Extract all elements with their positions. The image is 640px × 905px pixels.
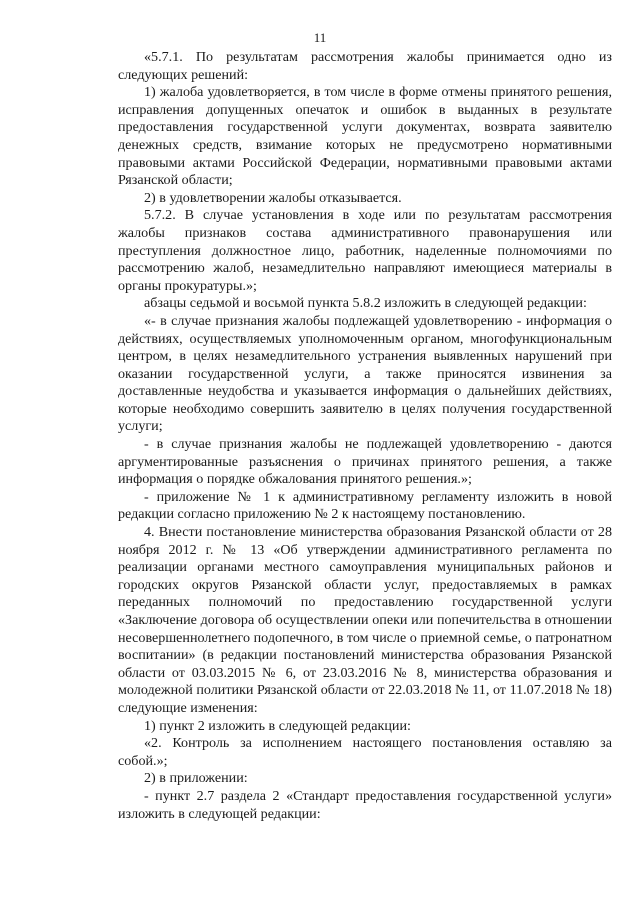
document-body <box>118 49 612 823</box>
paragraph-item-4-1: 1) пункт 2 изложить в следующей редакции: <box>144 717 411 734</box>
paragraph-5-7-1: «5.7.1. По результатам рассмотрения жалобы принимается одно из следующих решений: <box>118 49 612 83</box>
page-number: 11 <box>313 30 327 45</box>
paragraph-item-4: 4. Внести постановление министерства образования Рязанской области от 28 ноября 2012 г. № 13 «Об утверждении административного регламента по реализации органами местного самоуправления муниципальных районов и городских округов Рязанской области услуг, предоставляемых в рамках переданных полномочий по предоставлению государственной услуги «Заключение договора об осуществлении опеки или попечительства в отношении несовершеннолетнего подопечного, в том числе о приемной семье, о патронатном воспитании» (в редакции постановлений министерства образования Рязанской области от 03.03.2015 № 6, от 23.03.2016 № 8, министерства образования и молодежной политики Рязанской области от 22.03.2018 № 11, от 11.07.2018 № 18) следующие изменения: <box>118 524 612 716</box>
paragraph-amend-5-8-2: абзацы седьмой и восьмой пункта 5.8.2 изложить в следующей редакции: <box>144 295 587 312</box>
paragraph-5-7-2: 5.7.2. В случае установления в ходе или по результатам рассмотрения жалобы признаков состава административного правонарушения или преступления должностное лицо, работник, наделенные полномочиями по рассмотрению жалоб, незамедлительно направляют имеющиеся материалы в органы прокуратуры.»; <box>118 207 612 294</box>
paragraph-item-2-7: - пункт 2.7 раздела 2 «Стандарт предоставления государственной услуги» изложить в следующей редакции: <box>118 787 612 822</box>
paragraph-complaint-satisfied: «- в случае признания жалобы подлежащей удовлетворению - информация о действиях, осуществляемых уполномоченным органом, многофункциональным центром, в целях незамедлительного устранения выявленных нарушений при оказании государственной услуги, а также приносятся извинения за доставленные неудобства и указывается информация о дальнейших действиях, которые необходимо совершить заявителю в целях получения государственной услуги; <box>118 312 612 435</box>
paragraph-item-4-2: 2) в приложении: <box>144 770 248 787</box>
paragraph-control-clause: «2. Контроль за исполнением настоящего постановления оставляю за собой.»; <box>118 735 612 769</box>
paragraph-decision-2: 2) в удовлетворении жалобы отказывается. <box>144 189 402 206</box>
paragraph-decision-1: 1) жалоба удовлетворяется, в том числе в форме отмены принятого решения, исправления допущенных опечаток и ошибок в выданных в результате предоставления государственной услуги документах, возврата заявителю денежных средств, взимание которых не предусмотрено нормативными правовыми актами Российской Федерации, нормативными правовыми актами Рязанской области; <box>118 84 612 189</box>
paragraph-appendix-1: - приложение № 1 к административному регламенту изложить в новой редакции согласно приложению № 2 к настоящему постановлению. <box>118 488 612 523</box>
paragraph-complaint-rejected: - в случае признания жалобы не подлежащей удовлетворению - даются аргументированные разъяснения о причинах принятого решения, а также информация о порядке обжалования принятого решения.»; <box>118 436 612 488</box>
